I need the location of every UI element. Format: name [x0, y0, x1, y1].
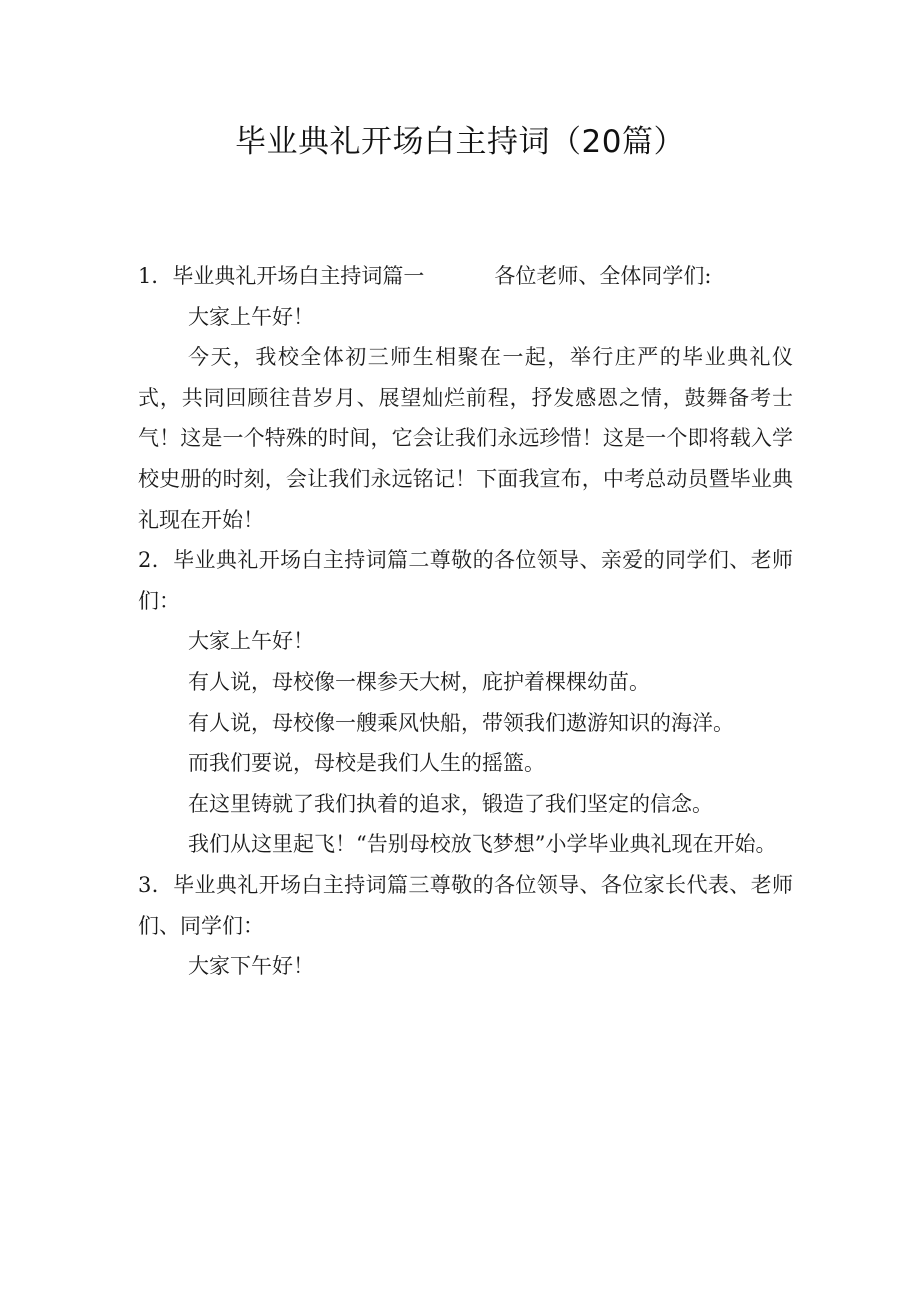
section-2-line-1: 有人说，母校像一棵参天大树，庇护着棵棵幼苗。: [188, 669, 650, 694]
section-3-greeting: 大家下午好！: [188, 954, 314, 979]
section-2-heading: 2．毕业典礼开场白主持词篇二尊敬的各位领导、亲爱的同学们、老师们：: [138, 548, 793, 613]
section-2-greeting: 大家上午好！: [188, 629, 314, 654]
section-2-line-2: 有人说，母校像一艘乘风快船，带领我们遨游知识的海洋。: [188, 710, 734, 735]
section-1-paragraph: 今天，我校全体初三师生相聚在一起，举行庄严的毕业典礼仪式，共同回顾往昔岁月、展望灿烂前程，抒发感恩之情，鼓舞备考士气！这是一个特殊的时间，它会让我们永远珍惜！这是一个即将载入学校史册的时刻，会让我们永远铭记！下面我宣布，中考总动员暨毕业典礼现在开始！: [138, 345, 793, 532]
section-1-salutation: 各位老师、全体同学们:: [494, 264, 712, 288]
section-1-greeting: 大家上午好！: [188, 304, 314, 329]
section-2-line-5: 我们从这里起飞！“告别母校放飞梦想”小学毕业典礼现在开始。: [188, 832, 777, 857]
section-1-heading: 1．毕业典礼开场白主持词篇一: [138, 264, 425, 288]
document-body: [138, 256, 793, 987]
document-title: 毕业典礼开场白主持词（20篇）: [235, 124, 685, 160]
section-2-line-3: 而我们要说，母校是我们人生的摇篮。: [188, 751, 545, 776]
section-2-line-4: 在这里铸就了我们执着的追求，锻造了我们坚定的信念。: [188, 791, 713, 816]
section-3-heading: 3．毕业典礼开场白主持词篇三尊敬的各位领导、各位家长代表、老师们、同学们：: [138, 872, 793, 938]
section-1-heading-line: [138, 256, 793, 297]
